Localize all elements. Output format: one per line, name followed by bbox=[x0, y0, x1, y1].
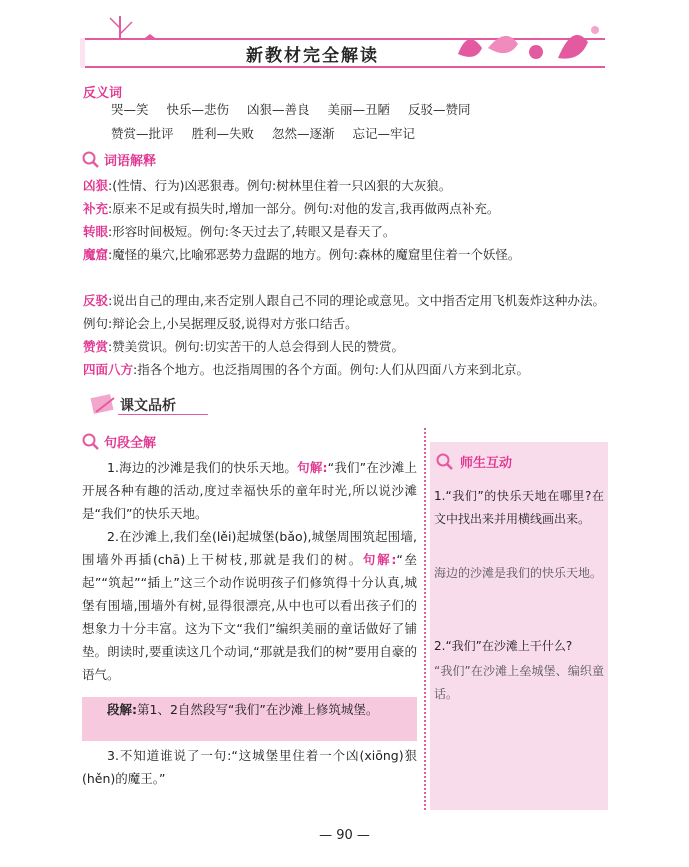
antonym-pair: 哭—笑 bbox=[111, 102, 149, 117]
antonym-pair: 忽然—逐渐 bbox=[272, 126, 335, 141]
vocab-item bbox=[83, 243, 605, 266]
vocab-item bbox=[83, 335, 605, 358]
answer-1: 海边的沙滩是我们的快乐天地。 bbox=[434, 566, 603, 580]
analysis-paragraph-1 bbox=[82, 456, 417, 525]
butterfly-decoration-icon bbox=[448, 18, 603, 66]
vocab-heading-label: 词语解释 bbox=[104, 154, 157, 169]
sidebar-heading bbox=[436, 452, 512, 471]
sentence-1: 1.海边的沙滩是我们的快乐天地。 bbox=[107, 460, 298, 475]
vocab-term: 赞赏 bbox=[83, 339, 109, 354]
vocab-def: :魔怪的巢穴,比喻邪恶势力盘踞的地方。例句:森林的魔窟里住着一个妖怪。 bbox=[108, 247, 521, 262]
answer-2: “我们”在沙滩上垒城堡、编织童话。 bbox=[434, 664, 604, 701]
sidebar-heading-label: 师生互动 bbox=[460, 456, 513, 471]
vocab-def: :指各个地方。也泛指周围的各个方面。例句:人们从四面八方来到北京。 bbox=[133, 362, 529, 377]
vocab-def: :原来不足或有损失时,增加一部分。例句:对他的发言,我再做两点补充。 bbox=[108, 201, 500, 216]
section-banner-label: 课文品析 bbox=[120, 398, 176, 414]
sentence-label: 句解: bbox=[362, 552, 397, 567]
vocab-term: 魔窟 bbox=[83, 247, 109, 262]
summary-text: 第1、2自然段写“我们”在沙滩上修筑城堡。 bbox=[137, 702, 379, 717]
antonym-pair: 忘记—牢记 bbox=[352, 126, 416, 141]
antonym-pair: 美丽—丑陋 bbox=[327, 102, 391, 117]
vocab-term: 转眼 bbox=[83, 224, 109, 239]
vocab-term: 反驳 bbox=[83, 293, 109, 308]
sentence-2: 2.在沙滩上,我们垒(lěi)起城堡(bǎo),城堡周围筑起围墙,围墙外再插(chā)上干树枝,那就是我们的树。 bbox=[82, 529, 417, 567]
vocab-def: :赞美赏识。例句:切实苦干的人总会得到人民的赞赏。 bbox=[108, 339, 404, 354]
vocab-term: 四面八方 bbox=[83, 362, 134, 377]
section-banner bbox=[90, 392, 390, 416]
magnifier-icon bbox=[436, 453, 454, 471]
antonym-pair: 赞赏—批评 bbox=[111, 126, 174, 141]
page-title: 新教材完全解读 bbox=[246, 46, 379, 66]
vocab-def: :(性情、行为)凶恶狠毒。例句:树林里住着一只凶狠的大灰狼。 bbox=[108, 178, 452, 193]
magnifier-icon bbox=[82, 151, 100, 169]
magnifier-icon bbox=[82, 433, 100, 451]
page-header bbox=[0, 0, 689, 78]
vocab-heading bbox=[82, 150, 156, 169]
paragraph-summary bbox=[82, 698, 417, 721]
vocab-term: 补充 bbox=[83, 201, 109, 216]
question-1: 1.“我们”的快乐天地在哪里?在文中找出来并用横线画出来。 bbox=[434, 489, 604, 526]
antonym-pair: 胜利—失败 bbox=[191, 126, 255, 141]
vocab-item bbox=[83, 358, 605, 381]
page-number: — 90 — bbox=[319, 828, 370, 843]
sentence-label: 句解: bbox=[297, 460, 328, 475]
antonym-pair: 凶狠—善良 bbox=[247, 102, 310, 117]
question-2: 2.“我们”在沙滩上干什么? bbox=[434, 639, 573, 653]
analysis-heading bbox=[82, 432, 156, 451]
antonym-row-1 bbox=[111, 100, 485, 118]
vocab-item bbox=[83, 197, 605, 220]
vocab-item bbox=[83, 174, 605, 197]
antonyms-heading: 反义词 bbox=[83, 86, 123, 101]
antonym-pair: 反驳—赞同 bbox=[408, 102, 471, 117]
column-divider bbox=[424, 428, 426, 810]
summary-label: 段解: bbox=[107, 702, 137, 717]
banner-underline bbox=[118, 414, 208, 415]
analysis-paragraph-3: 3.不知道谁说了一句:“这城堡里住着一个凶(xiōng)狠(hěn)的魔王。” bbox=[82, 748, 417, 786]
analysis-heading-label: 句段全解 bbox=[104, 436, 157, 451]
antonym-row-2 bbox=[111, 124, 429, 142]
pencil-icon bbox=[90, 392, 118, 416]
antonym-pair: 快乐—悲伤 bbox=[166, 102, 230, 117]
vocab-def: :形容时间极短。例句:冬天过去了,转眼又是春天了。 bbox=[108, 224, 396, 239]
sentence-1-explanation: “我们”在沙滩上开展各种有趣的活动,度过幸福快乐的童年时光,所以说沙滩是“我们”的快乐天地。 bbox=[82, 460, 418, 521]
vocab-def: :说出自己的理由,来否定别人跟自己不同的理论或意见。文中指否定用飞机轰炸这种办法。例句:辩论会上,小吴据理反驳,说得对方张口结舌。 bbox=[83, 293, 605, 331]
vocab-item bbox=[83, 289, 605, 335]
analysis-paragraph-2 bbox=[82, 525, 417, 686]
vocab-item bbox=[83, 220, 605, 243]
sentence-2-explanation: “垒起”“筑起”“插上”这三个动作说明孩子们修筑得十分认真,城堡有围墙,围墙外有树,显得很漂亮,从中也可以看出孩子们的想象力十分丰富。这为下文“我们”编织美丽的童话做好了铺垫。朗读时,要重读这几个动词,“那就是我们的树”要用自豪的语气。 bbox=[82, 552, 418, 682]
vocab-term: 凶狠 bbox=[83, 178, 109, 193]
